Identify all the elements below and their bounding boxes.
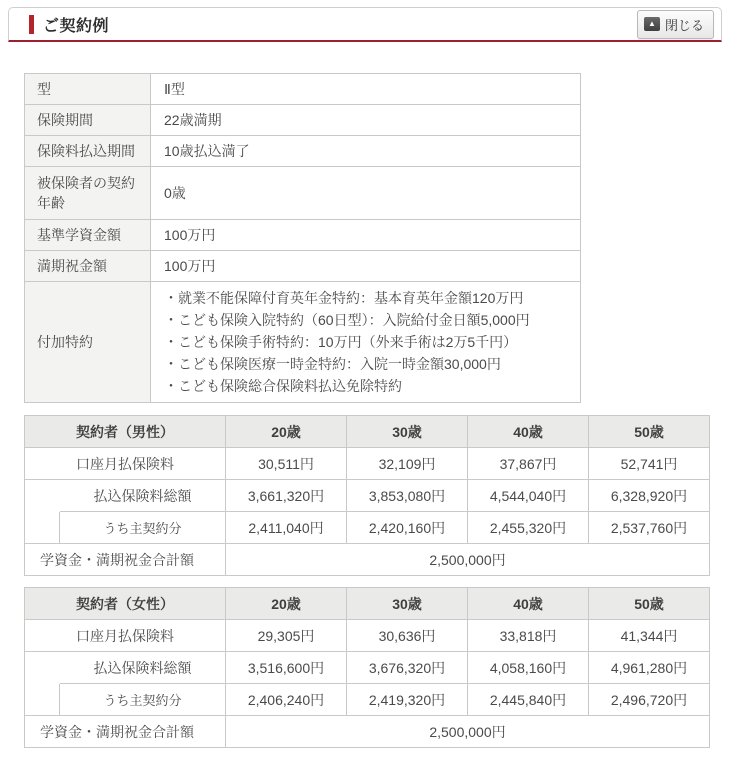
age-column-header: 20歳 — [226, 587, 347, 620]
detail-row — [25, 251, 581, 282]
detail-label: 基準学資金額 — [25, 220, 151, 251]
title-accent-bar — [29, 15, 34, 34]
rider-list — [151, 282, 581, 403]
detail-label: 付加特約 — [25, 282, 151, 403]
detail-row — [25, 220, 581, 251]
titlebar — [8, 7, 722, 42]
table-row — [24, 716, 710, 748]
close-button-label: 閉じる — [664, 17, 704, 33]
detail-row — [25, 136, 581, 167]
detail-row — [25, 105, 581, 136]
detail-label: 満期祝金額 — [25, 251, 151, 282]
total-label: 学資金・満期祝金合計額 — [24, 716, 226, 748]
rate-value: 2,411,040円 — [226, 512, 347, 544]
detail-value: 100万円 — [151, 251, 581, 282]
row-label: うち主契約分 — [60, 512, 226, 544]
rate-value: 29,305円 — [226, 620, 347, 652]
rate-value: 6,328,920円 — [589, 480, 710, 512]
rate-value: 30,636円 — [347, 620, 468, 652]
table-header-row — [24, 587, 710, 620]
rider-line: ・こども保険総合保険料払込免除特約 — [164, 378, 402, 394]
rate-value: 2,419,320円 — [347, 684, 468, 716]
rate-value: 3,661,320円 — [226, 480, 347, 512]
table-row — [24, 480, 710, 512]
collapse-up-icon: ▲ — [644, 17, 660, 31]
detail-value: 100万円 — [151, 220, 581, 251]
rider-line: ・就業不能保障付育英年金特約：基本育英年金額120万円 — [164, 290, 524, 306]
rate-value: 3,853,080円 — [347, 480, 468, 512]
row-label: 口座月払保険料 — [24, 620, 226, 652]
age-column-header: 30歳 — [347, 415, 468, 448]
table-row — [24, 652, 710, 684]
row-label: 払込保険料総額 — [60, 480, 226, 512]
rider-line: ・こども保険入院特約（60日型）：入院給付金日額5,000円 — [164, 312, 530, 328]
indent-spacer — [24, 480, 60, 512]
page-title: ご契約例 — [43, 17, 110, 35]
rate-value: 32,109円 — [347, 448, 468, 480]
detail-value: 10歳払込満了 — [151, 136, 581, 167]
rate-value: 30,511円 — [226, 448, 347, 480]
rate-value: 2,455,320円 — [468, 512, 589, 544]
total-value: 2,500,000円 — [226, 544, 710, 576]
rate-header-title: 契約者（女性） — [24, 587, 226, 620]
rate-value: 2,537,760円 — [589, 512, 710, 544]
indent-spacer — [24, 652, 60, 684]
rider-line: ・こども保険手術特約：10万円（外来手術は2万5千円） — [164, 334, 518, 350]
total-label: 学資金・満期祝金合計額 — [24, 544, 226, 576]
rate-value: 4,058,160円 — [468, 652, 589, 684]
detail-label: 保険料払込期間 — [25, 136, 151, 167]
detail-row — [25, 167, 581, 220]
rate-value: 41,344円 — [589, 620, 710, 652]
indent-spacer — [24, 684, 60, 716]
close-button[interactable] — [637, 10, 714, 39]
rate-value: 2,445,840円 — [468, 684, 589, 716]
rate-value: 33,818円 — [468, 620, 589, 652]
detail-row — [25, 74, 581, 105]
detail-value: 22歳満期 — [151, 105, 581, 136]
table-row — [24, 620, 710, 652]
row-label: 払込保険料総額 — [60, 652, 226, 684]
rate-value: 37,867円 — [468, 448, 589, 480]
age-column-header: 20歳 — [226, 415, 347, 448]
table-row — [24, 512, 710, 544]
table-row — [24, 544, 710, 576]
rate-value: 2,496,720円 — [589, 684, 710, 716]
rate-value: 2,420,160円 — [347, 512, 468, 544]
contract-example-page — [0, 7, 730, 766]
detail-label: 被保険者の契約年齢 — [25, 167, 151, 220]
detail-label: 保険期間 — [25, 105, 151, 136]
rate-value: 4,961,280円 — [589, 652, 710, 684]
detail-value: 0歳 — [151, 167, 581, 220]
detail-value: Ⅱ型 — [151, 74, 581, 105]
age-column-header: 50歳 — [589, 415, 710, 448]
rate-value: 3,676,320円 — [347, 652, 468, 684]
table-row — [24, 684, 710, 716]
table-header-row — [24, 415, 710, 448]
rider-line: ・こども保険医療一時金特約：入院一時金額30,000円 — [164, 356, 501, 372]
rate-value: 2,406,240円 — [226, 684, 347, 716]
total-value: 2,500,000円 — [226, 716, 710, 748]
table-row — [24, 448, 710, 480]
age-column-header: 40歳 — [468, 587, 589, 620]
row-label: うち主契約分 — [60, 684, 226, 716]
detail-row — [25, 282, 581, 403]
rate-value: 3,516,600円 — [226, 652, 347, 684]
age-column-header: 40歳 — [468, 415, 589, 448]
indent-spacer — [24, 512, 60, 544]
rate-value: 52,741円 — [589, 448, 710, 480]
rate-table-male — [24, 415, 710, 576]
rate-table-female — [24, 587, 710, 748]
rate-value: 4,544,040円 — [468, 480, 589, 512]
detail-label: 型 — [25, 74, 151, 105]
row-label: 口座月払保険料 — [24, 448, 226, 480]
rate-header-title: 契約者（男性） — [24, 415, 226, 448]
age-column-header: 50歳 — [589, 587, 710, 620]
contract-detail-table — [24, 73, 581, 403]
age-column-header: 30歳 — [347, 587, 468, 620]
